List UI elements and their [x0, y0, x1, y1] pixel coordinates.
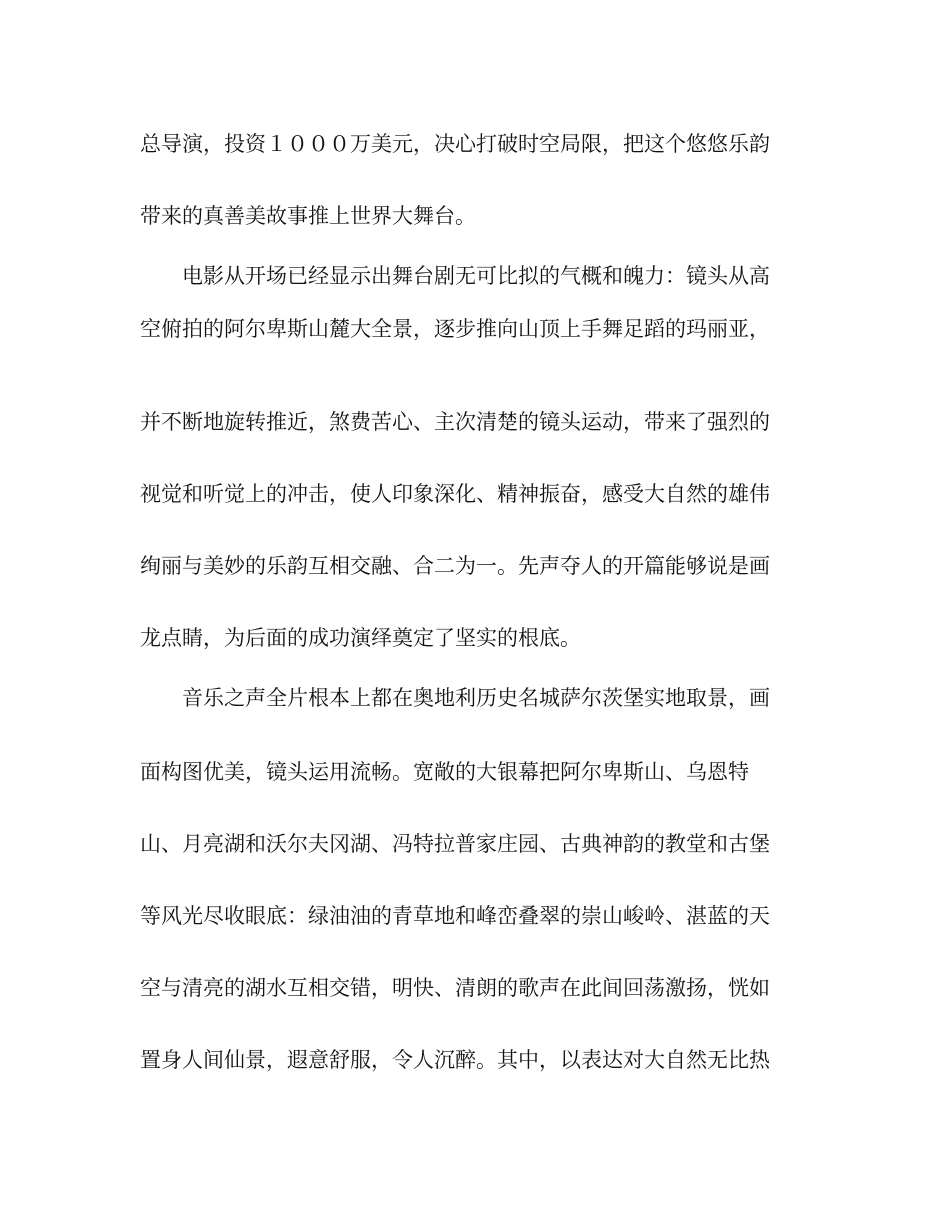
text-line-10: 面构图优美，镜头运用流畅。宽敞的大银幕把阿尔卑斯山、乌恩特 — [140, 760, 749, 784]
text-line-13: 空与清亮的湖水互相交错，明快、清朗的歌声在此间回荡激扬，恍如 — [140, 976, 770, 1000]
text-line-6: 视觉和听觉上的冲击，使人印象深化、精神振奋，感受大自然的雄伟 — [140, 482, 770, 506]
text-line-3: 电影从开场已经显示出舞台剧无可比拟的气概和魄力：镜头从高 — [182, 264, 770, 288]
text-line-9: 音乐之声全片根本上都在奥地利历史名城萨尔茨堡实地取景，画 — [182, 686, 770, 710]
text-line-11: 山、月亮湖和沃尔夫冈湖、冯特拉普家庄园、古典神韵的教堂和古堡 — [140, 832, 770, 856]
text-line-1: 总导演，投资１０００万美元，决心打破时空局限，把这个悠悠乐韵 — [140, 132, 770, 156]
text-line-2: 带来的真善美故事推上世界大舞台。 — [140, 204, 476, 228]
text-line-12: 等风光尽收眼底：绿油油的青草地和峰峦叠翠的崇山峻岭、湛蓝的天 — [140, 904, 770, 928]
text-line-7: 绚丽与美妙的乐韵互相交融、合二为一。先声夺人的开篇能够说是画 — [140, 554, 770, 578]
text-line-4: 空俯拍的阿尔卑斯山麓大全景，逐步推向山顶上手舞足蹈的玛丽亚， — [140, 317, 770, 341]
text-line-5: 并不断地旋转推近，煞费苦心、主次清楚的镜头运动，带来了强烈的 — [140, 410, 770, 434]
text-line-8: 龙点睛，为后面的成功演绎奠定了坚实的根底。 — [140, 626, 581, 650]
text-line-14: 置身人间仙景，遐意舒服，令人沉醉。其中，以表达对大自然无比热 — [140, 1048, 770, 1072]
